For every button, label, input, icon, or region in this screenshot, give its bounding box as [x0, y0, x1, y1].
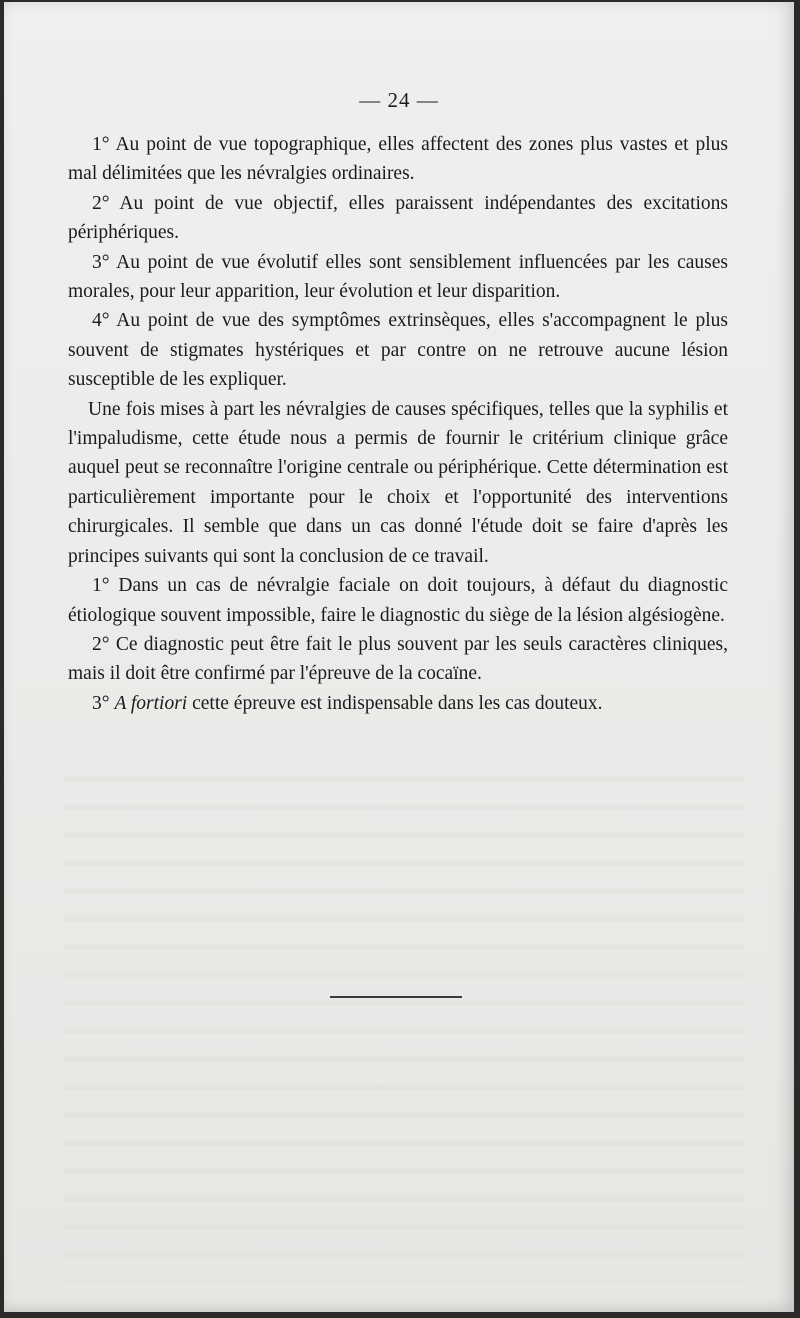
- principle-3-rest: cette épreuve est indispensable dans les cas douteux.: [187, 692, 603, 714]
- body-text: [68, 130, 728, 718]
- paragraph-objective: 2° Au point de vue objectif, elles paraissent indépendantes des excitations périphériques.: [68, 192, 728, 244]
- paragraph-principle-2: 2° Ce diagnostic peut être fait le plus souvent par les seuls caractères cliniques, mais il doit être confirmé par l'épreuve de la cocaïne.: [68, 633, 728, 685]
- show-through-texture: [64, 762, 744, 1282]
- paragraph-principle-1: 1° Dans un cas de névralgie faciale on doit toujours, à défaut du diagnostic étiologique souvent impossible, faire le diagnostic du siège de la lésion algésiogène.: [68, 575, 728, 626]
- closing-rule: [330, 996, 462, 998]
- page-number: — 24 —: [359, 88, 439, 112]
- book-page: [4, 2, 794, 1312]
- principle-3-prefix: 3°: [92, 692, 115, 714]
- paragraph-summary: Une fois mises à part les névralgies de causes spécifiques, telles que la syphilis et l'impaludisme, cette étude nous a permis de fournir le critérium clinique grâce auquel peut se reconnaître l'origine centrale ou périphérique. Cette détermination est particulièrement importante pour le choix et l'opportunité des interventions chirurgicales. Il semble que dans un cas donné l'étude doit se faire d'après les principes suivants qui sont la conclusion de ce travail.: [68, 398, 728, 567]
- paragraph-evolutive: 3° Au point de vue évolutif elles sont sensiblement influencées par les causes morales, pour leur apparition, leur évolution et leur disparition.: [68, 251, 728, 303]
- paragraph-extrinsic-symptoms: 4° Au point de vue des symptômes extrinsèques, elles s'accompagnent le plus souvent de stigmates hystériques et par contre on ne retrouve aucune lésion susceptible de les expliquer.: [68, 310, 728, 391]
- principle-3-italic: A fortiori: [114, 692, 188, 714]
- paragraph-topographic: 1° Au point de vue topographique, elles affectent des zones plus vastes et plus mal délimitées que les névralgies ordinaires.: [68, 134, 728, 185]
- paragraph-principle-3: [68, 689, 728, 718]
